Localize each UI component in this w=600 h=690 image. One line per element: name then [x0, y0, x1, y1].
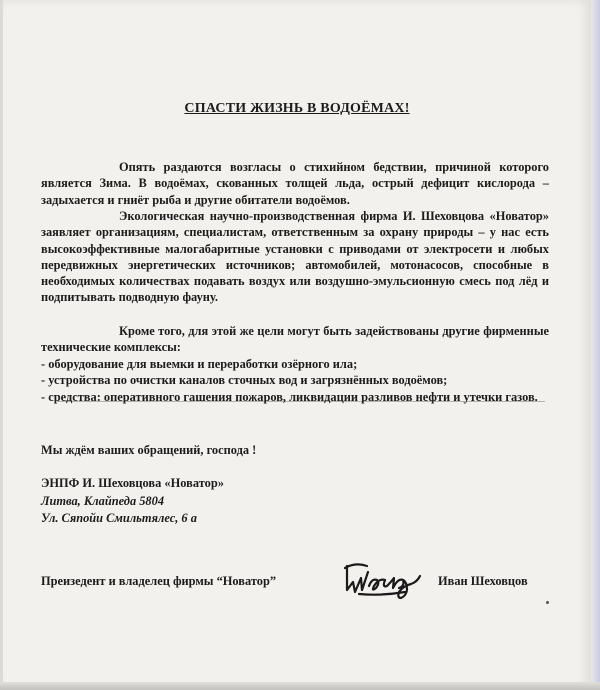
- address-street: Ул. Сяnoйи Смильтялес, 6 а: [41, 511, 197, 525]
- speck-mark: [546, 601, 549, 604]
- list-item: - оборудование для выемки и переработки озёрного ила;: [41, 357, 358, 371]
- page-edge-bottom: [0, 682, 600, 690]
- document-title: СПАСТИ ЖИЗНЬ В ВОДОЁМАХ!: [184, 101, 410, 116]
- list-item: - устройства по очистки каналов сточных вод и загрязнённых водоёмов;: [41, 373, 448, 388]
- document-page: [3, 0, 591, 690]
- address-block: [41, 475, 224, 528]
- closing-line: Мы ждём ваших обращений, господа !: [41, 443, 257, 457]
- address-city: Литва, Клайпеда 5804: [41, 493, 165, 508]
- signature-caption: Преизедент и владелец фирмы “Новатор”: [41, 574, 277, 588]
- paragraph-company-offer: Экологическая научно-производственная фирма И. Шеховцова «Новатор» заявляет организациям, специалистам, ответственным за охрану природы – у нас есть высокоэффективные малогабаритные установки с приводами от электросети и любых передвижных энергетических источников; автомобилей, мотонасосов, способные в необходимых количествах подавать воздух или воздушно-эмульсионную смесь под лёд и подпитывать подводную фауну.: [41, 209, 549, 305]
- address-company: ЭНПФ И. Шеховцова «Новатор»: [41, 476, 224, 490]
- signer-name: Иван Шеховцов: [438, 574, 528, 588]
- list-item: - средства: оперативного гашения пожаров, ликвидации разливов нефти и утечки газов.: [41, 389, 538, 404]
- paragraph-intro: Опять раздаются возгласы о стихийном бедствии, причиной которого является Зима. В водоёмах, скованных толщей льда, острый дефицит кислорода – задыхается и гниёт рыба и другие обитатели водоёмов.: [41, 160, 549, 207]
- handwritten-signature-icon: [341, 556, 423, 602]
- equipment-list: [41, 356, 551, 405]
- correction-strike-line: [57, 401, 545, 402]
- paragraph-other-complexes: Кроме того, для этой же цели могут быть задействованы другие фирменные технические комплексы:: [41, 324, 549, 355]
- page-edge-right: [591, 0, 600, 690]
